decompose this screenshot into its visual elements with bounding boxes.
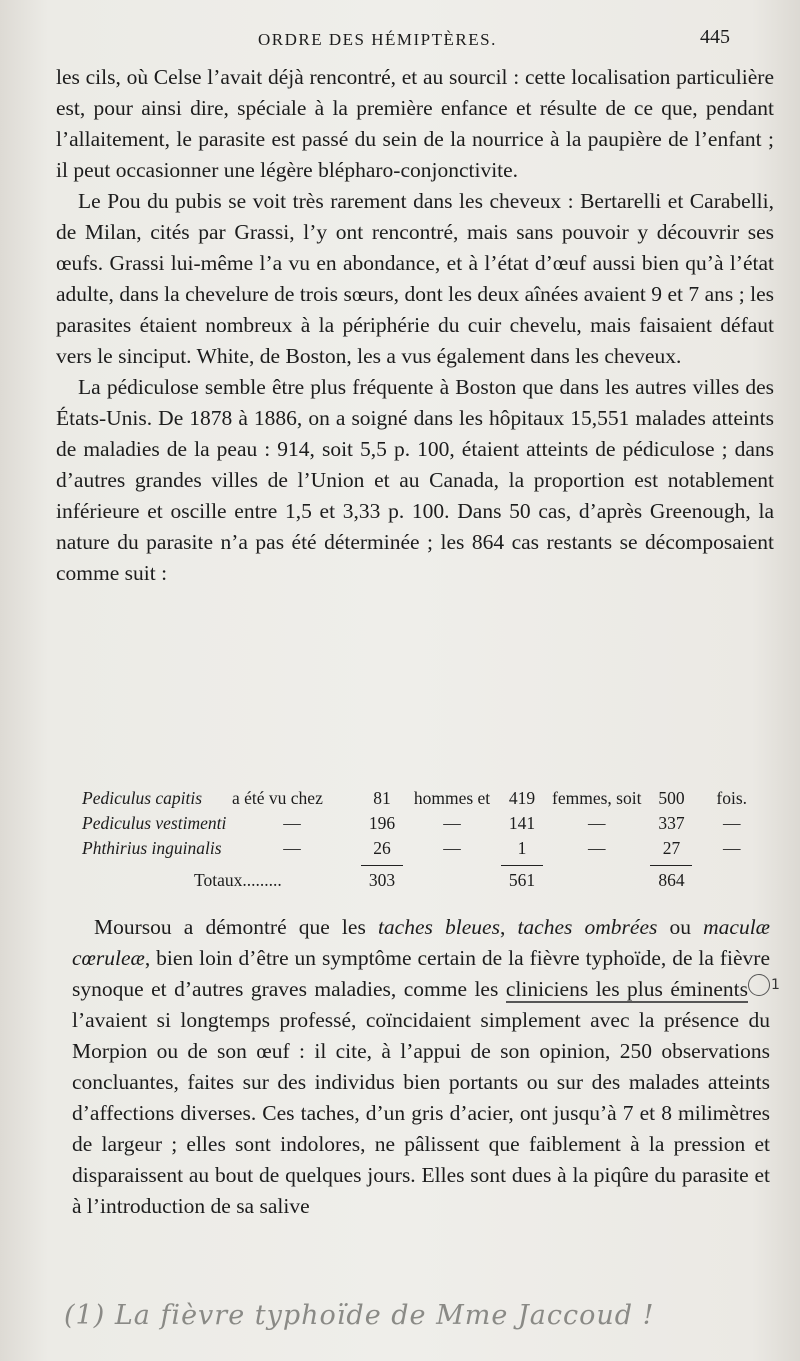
text-run: ou [657,915,704,939]
women-count: 1 [517,838,527,858]
paragraph [72,912,780,1222]
page-header [0,26,800,56]
men-count: 196 [368,813,396,833]
handwritten-annotation: (1) La fièvre typhoïde de Mme Jaccoud ! [64,1300,655,1331]
totals-women: 561 [501,865,543,891]
body-text-top [56,62,774,589]
term-maculae-caeruleae: maculæ cœruleæ [72,915,771,970]
species-name: Pediculus vestimenti [82,813,227,833]
women-label: — [587,838,606,858]
total-count: 27 [662,838,681,858]
table-row [82,809,762,834]
text-run: , bien loin d’être un symptôme certain de la fièvre typhoïde, de la fièvre synoque et d’autres graves maladies, comme les [72,946,770,1001]
running-title: ORDRE DES HÉMIPTÈRES. [258,30,497,49]
men-count: 81 [373,788,391,808]
term-taches-bleues: taches bleues [377,915,500,939]
totals-men: 303 [361,865,403,891]
total-count: 500 [658,788,685,808]
total-label: — [722,813,741,833]
page-number: 445 [700,26,730,48]
row-phrase: a été vu chez [232,788,323,808]
total-label: fois. [716,788,748,808]
species-name: Phthirius inguinalis [82,838,222,858]
statistics-table [82,784,762,891]
text-run: l’avaient si longtemps professé, coïncidaient simplement avec la présence du Morpion ou de son œuf : il cite, à l’appui de son opinion, 250 observations concluantes, faites sur des individus bien portants ou sur des malades atteints d’affections diverses. Ces taches, d’un gris d’acier, ont jusqu’à 7 et 8 milimètres de largeur ; elles sont indolores, ne pâlissent que faiblement à la pression et disparaissent au bout de quelques jours. Elles sont dues à la piqûre du parasite et à l’introduction de sa salive [72,1008,770,1218]
row-phrase: — [283,813,301,833]
table-row [82,834,762,859]
term-taches-ombrees: taches ombrées [517,915,658,939]
men-count: 26 [373,838,391,858]
totals-all: 864 [650,865,692,891]
women-count: 419 [508,788,536,808]
total-label: — [722,838,741,858]
text-run: Moursou a démontré que les [94,915,378,939]
women-count: 141 [508,813,536,833]
total-count: 337 [658,813,685,833]
body-text-bottom [72,912,780,1222]
women-label: — [587,813,606,833]
men-label: — [443,838,461,858]
underlined-phrase: cliniciens les plus éminents [505,977,748,1001]
row-phrase: — [283,838,301,858]
text-run: , [499,915,518,939]
totals-row [82,859,762,891]
table-row [82,784,762,809]
men-label: — [443,813,461,833]
footnote-marker: 1 [748,974,770,996]
paragraph: La pédiculose semble être plus fréquente à Boston que dans les autres villes des États-Unis. De 1878 à 1886, on a soigné dans les hôpitaux 15,551 malades atteints de maladies de la peau : 914, soit 5,5 p. 100, étaient atteints de pédiculose ; dans d’autres grandes villes de l’Union et au Canada, la proportion est notablement inférieure et oscille entre 1,5 et 3,33 p. 100. Dans 50 cas, d’après Greenough, la nature du parasite n’a pas été déterminée ; les 864 cas restants se décomposaient comme suit : [56,375,774,585]
paragraph: Le Pou du pubis se voit très rarement dans les cheveux : Bertarelli et Carabelli, de Milan, cités par Grassi, l’y ont rencontré, mais sans pouvoir y découvrir ses œufs. Grassi lui-même l’a vu en abondance, et à l’état d’œuf aussi bien qu’à l’état adulte, dans la chevelure de trois sœurs, dont les deux aînées avaient 9 et 7 ans ; les parasites étaient nombreux à la périphérie du cuir chevelu, mais faisaient défaut vers le sinciput. White, de Boston, les a vus également dans les cheveux. [56,189,774,368]
men-label: hommes et [413,788,491,808]
totals-label: Totaux......... [194,870,282,890]
women-label: femmes, soit [552,788,642,808]
species-name: Pediculus capitis [82,788,203,808]
paragraph: les cils, où Celse l’avait déjà rencontré, et au sourcil : cette localisation particulière est, pour ainsi dire, spéciale à la première enfance et résulte de ce que, pendant l’allaitement, le parasite est passé du sein de la nourrice à la paupière de l’enfant ; il peut occasionner une légère blépharo-conjonctivite. [56,65,774,182]
